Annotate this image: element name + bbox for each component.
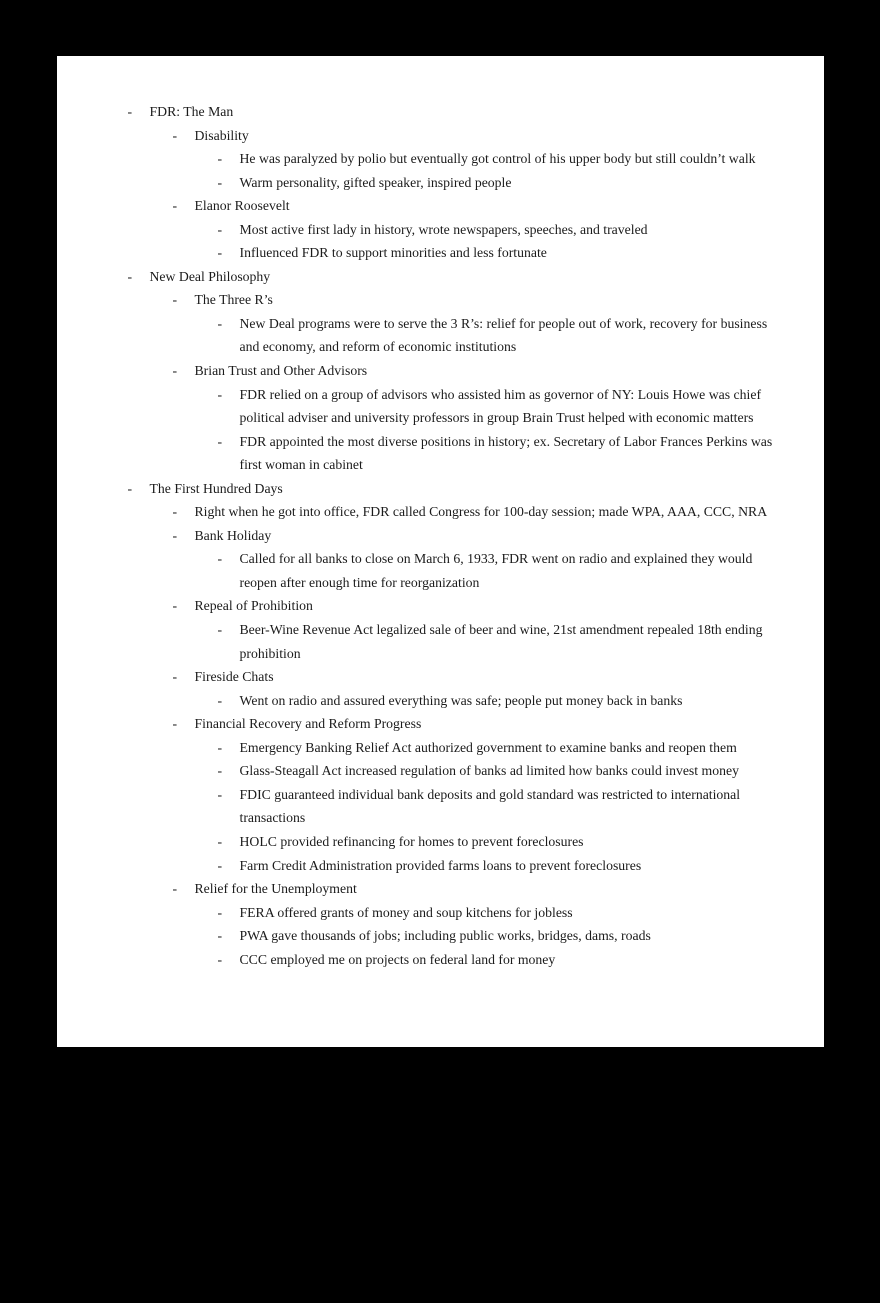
list-item: [128, 477, 779, 501]
list-item-text: Elanor Roosevelt: [194, 198, 290, 214]
list-item: [218, 924, 779, 948]
bullet-dash: -: [217, 763, 223, 779]
list-item-text: Disability: [194, 127, 249, 143]
list-item: [218, 736, 779, 760]
list-item: [218, 312, 779, 359]
list-item-text: Went on radio and assured everything was safe; people put money back in banks: [239, 692, 683, 708]
bullet-dash: -: [217, 857, 223, 873]
list-item: [218, 383, 779, 430]
list-item-text: Farm Credit Administration provided farms loans to prevent foreclosures: [239, 857, 642, 873]
bullet-dash: -: [172, 363, 178, 379]
list-item: [173, 500, 779, 524]
list-item: [173, 665, 779, 689]
list-item-text: The Three R’s: [194, 292, 273, 308]
bullet-dash: -: [217, 951, 223, 967]
bullet-dash: -: [217, 551, 223, 567]
list-item: [173, 124, 779, 148]
list-item: [218, 171, 779, 195]
list-item-text: Glass-Steagall Act increased regulation of banks ad limited how banks could invest money: [239, 763, 739, 779]
bullet-dash: -: [217, 904, 223, 920]
list-item-text: Fireside Chats: [194, 669, 274, 685]
list-item-text: PWA gave thousands of jobs; including public works, bridges, dams, roads: [239, 928, 651, 944]
list-item-text: New Deal Philosophy: [149, 268, 271, 284]
list-item: [218, 547, 779, 594]
bullet-dash: -: [172, 527, 178, 543]
list-item-text: Bank Holiday: [194, 527, 272, 543]
bullet-dash: -: [217, 245, 223, 261]
bullet-dash: -: [217, 786, 223, 802]
list-item-text: Brian Trust and Other Advisors: [194, 363, 368, 379]
list-item: [218, 241, 779, 265]
bullet-dash: -: [217, 739, 223, 755]
bullet-dash: -: [217, 433, 223, 449]
list-item: [218, 759, 779, 783]
list-item-text: Called for all banks to close on March 6, 1933, FDR went on radio and explained they would reopen after enough time for reorganization: [239, 551, 753, 590]
bullet-dash: -: [172, 716, 178, 732]
list-item: [218, 948, 779, 972]
list-item: [218, 430, 779, 477]
list-item-text: Beer-Wine Revenue Act legalized sale of beer and wine, 21st amendment repealed 18th ending prohibition: [239, 622, 763, 661]
list-item-text: Most active first lady in history, wrote newspapers, speeches, and traveled: [239, 221, 648, 237]
list-item: [173, 877, 779, 901]
bullet-dash: -: [127, 480, 133, 496]
document-outline: [57, 100, 824, 971]
list-item: [218, 618, 779, 665]
bullet-dash: -: [217, 174, 223, 190]
list-item-text: Financial Recovery and Reform Progress: [194, 716, 422, 732]
list-item-text: FDR relied on a group of advisors who assisted him as governor of NY: Louis Howe was chief political adviser and university professors in group Brain Trust helped with economic matters: [239, 386, 762, 426]
list-item-text: The First Hundred Days: [149, 480, 283, 496]
bullet-dash: -: [172, 669, 178, 685]
list-item-text: Relief for the Unemployment: [194, 881, 357, 897]
bullet-dash: -: [127, 268, 133, 284]
list-item: [173, 524, 779, 548]
bullet-dash: -: [217, 151, 223, 167]
bullet-dash: -: [217, 622, 223, 638]
list-item-text: Emergency Banking Relief Act authorized government to examine banks and reopen them: [239, 739, 737, 755]
bullet-dash: -: [172, 292, 178, 308]
list-item-text: HOLC provided refinancing for homes to prevent foreclosures: [239, 833, 584, 849]
list-item: [173, 594, 779, 618]
bullet-dash: -: [172, 881, 178, 897]
list-item: [218, 689, 779, 713]
bullet-dash: -: [127, 104, 133, 119]
list-item-text: FDIC guaranteed individual bank deposits and gold standard was restricted to international transactions: [239, 786, 741, 826]
list-item-text: Influenced FDR to support minorities and less fortunate: [239, 245, 547, 261]
list-item: [173, 359, 779, 383]
bullet-dash: -: [217, 386, 223, 402]
list-item-text: Repeal of Prohibition: [194, 598, 313, 614]
list-item-text: FERA offered grants of money and soup kitchens for jobless: [239, 904, 573, 920]
list-item: [218, 783, 779, 830]
list-item: [218, 218, 779, 242]
list-item: [173, 194, 779, 218]
list-item-text: Right when he got into office, FDR called Congress for 100-day session; made WPA, AAA, CCC, NRA: [194, 504, 768, 520]
list-item-text: New Deal programs were to serve the 3 R’s: relief for people out of work, recovery for business and economy, and reform of economic institutions: [239, 315, 768, 355]
list-item: [218, 901, 779, 925]
list-item-text: FDR appointed the most diverse positions in history; ex. Secretary of Labor Frances Perkins was first woman in cabinet: [239, 433, 773, 473]
bullet-dash: -: [217, 833, 223, 849]
bullet-dash: -: [172, 598, 178, 614]
list-item: [218, 830, 779, 854]
list-item: [128, 100, 779, 124]
list-item: [218, 854, 779, 878]
bullet-dash: -: [172, 127, 178, 143]
bullet-dash: -: [172, 198, 178, 214]
list-item: [173, 712, 779, 736]
bullet-dash: -: [217, 221, 223, 237]
list-item-text: CCC employed me on projects on federal land for money: [239, 951, 556, 967]
bullet-dash: -: [217, 692, 223, 708]
list-item-text: Warm personality, gifted speaker, inspired people: [239, 174, 512, 190]
list-item: [128, 265, 779, 289]
bullet-dash: -: [217, 315, 223, 331]
bullet-dash: -: [217, 928, 223, 944]
list-item: [218, 147, 779, 171]
list-item-text: FDR: The Man: [149, 104, 234, 119]
list-item: [173, 288, 779, 312]
document-page: [57, 56, 824, 1047]
bullet-dash: -: [172, 504, 178, 520]
list-item-text: He was paralyzed by polio but eventually got control of his upper body but still couldn’t walk: [239, 151, 756, 167]
